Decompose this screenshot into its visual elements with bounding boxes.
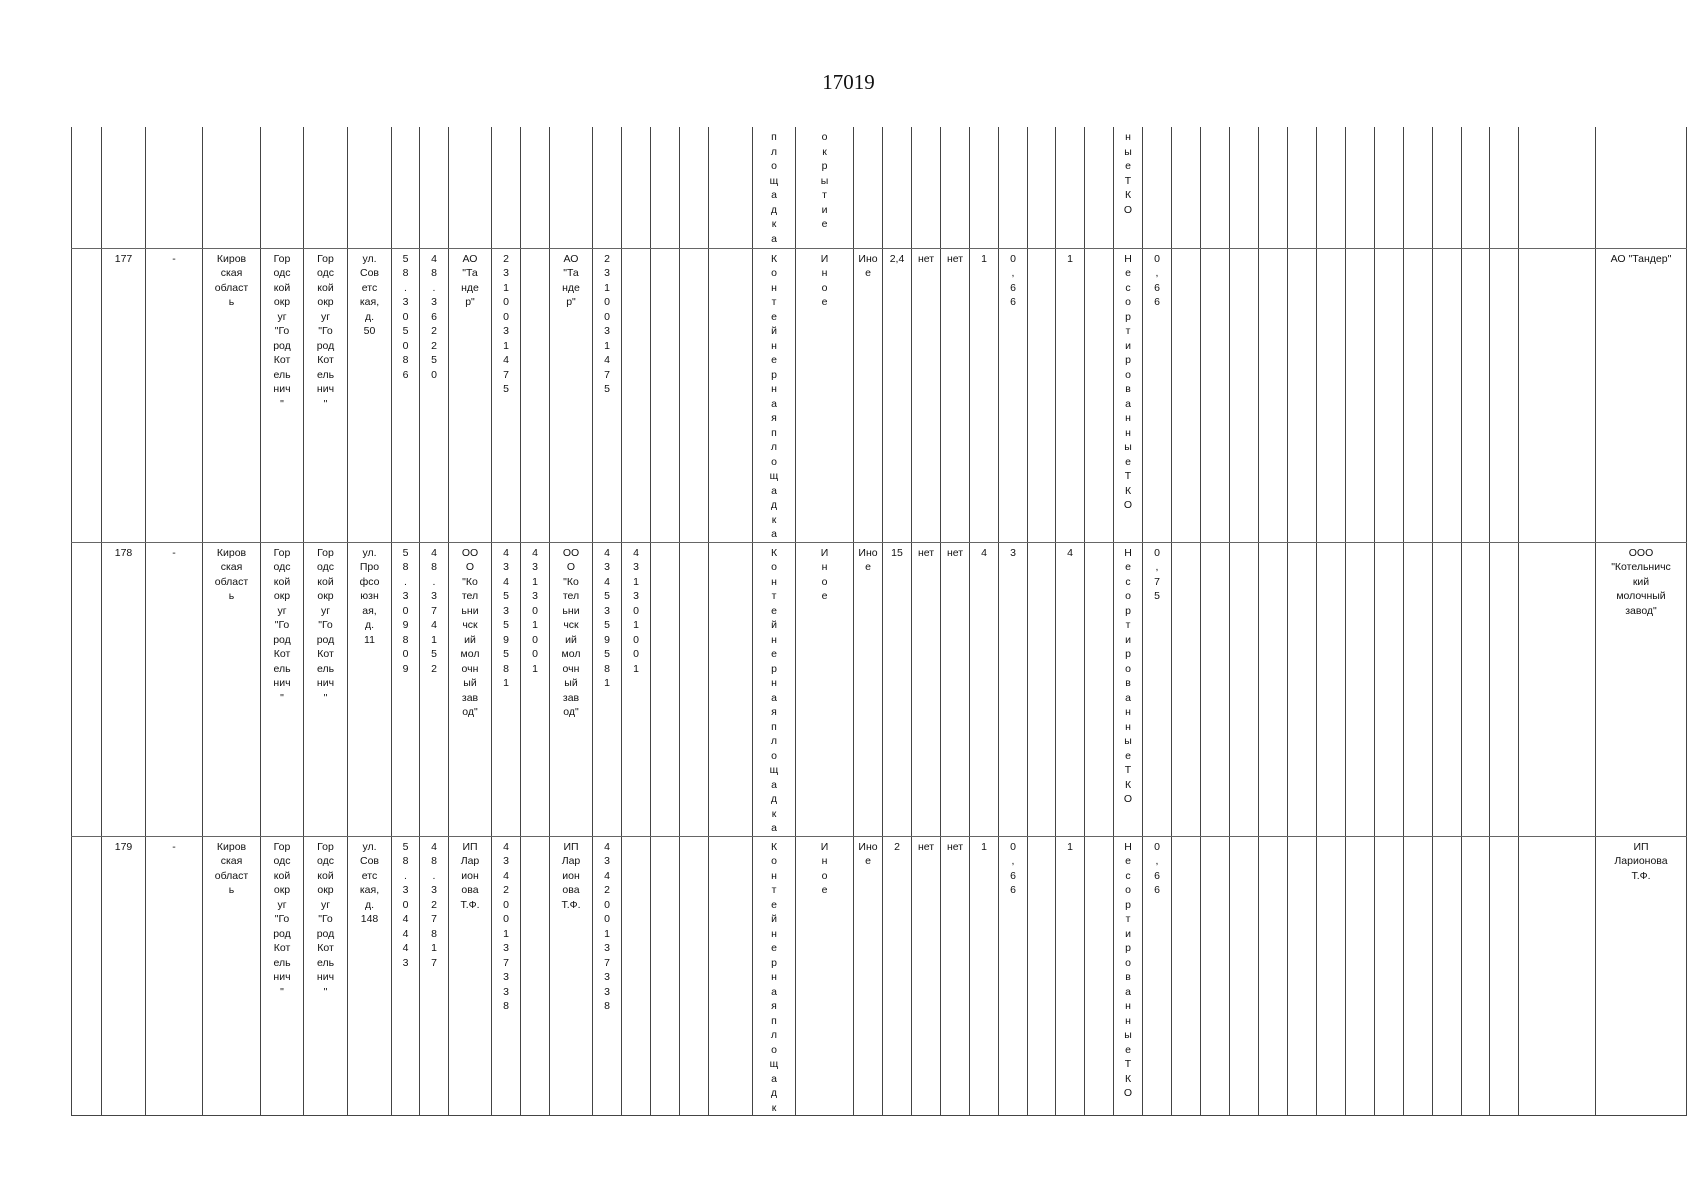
cell-cont-volume: 0 , 6 6 bbox=[1010, 840, 1016, 896]
table-cell bbox=[970, 542, 999, 836]
table-row bbox=[72, 542, 1687, 836]
table-cell bbox=[348, 542, 392, 836]
cell-cover: И н о е bbox=[820, 252, 829, 308]
continuation-cell bbox=[348, 127, 392, 248]
registry-table bbox=[71, 127, 1687, 1116]
table-cell bbox=[680, 248, 709, 542]
continuation-cell bbox=[1404, 127, 1433, 248]
table-cell bbox=[492, 542, 521, 836]
continuation-cell bbox=[304, 127, 348, 248]
table-cell bbox=[709, 836, 753, 1116]
cell-waste-volume: 0 , 6 6 bbox=[1154, 840, 1160, 896]
table-cell bbox=[1375, 248, 1404, 542]
cell-site-type: К о н т е й н е р н а я п л о щ а д к а bbox=[769, 546, 779, 834]
cell-cont-volume: 3 bbox=[1010, 546, 1016, 559]
table-cell bbox=[420, 248, 449, 542]
table-cell bbox=[1490, 542, 1519, 836]
continuation-cell bbox=[709, 127, 753, 248]
cell-cont-volume: 0 , 6 6 bbox=[1010, 252, 1016, 308]
continuation-cell bbox=[1114, 127, 1143, 248]
cell-num: 179 bbox=[114, 840, 133, 853]
table-cell bbox=[348, 248, 392, 542]
continuation-cell bbox=[1519, 127, 1596, 248]
table-cell bbox=[854, 248, 883, 542]
cell-district: Гор одс кой окр уг "Го род Кот ель нич " bbox=[273, 840, 291, 998]
cell-waste-type: Н е с о р т и р о в а н н ы е Т К О bbox=[1123, 252, 1133, 511]
table-cell bbox=[449, 248, 492, 542]
table-cell bbox=[753, 542, 796, 836]
table-cell bbox=[622, 542, 651, 836]
continuation-cell bbox=[1375, 127, 1404, 248]
table-cell bbox=[753, 836, 796, 1116]
continuation-cell bbox=[680, 127, 709, 248]
cell-district: Гор одс кой окр уг "Го род Кот ель нич " bbox=[273, 252, 291, 410]
cell-org: ИП Ларионова Т.Ф. bbox=[1614, 840, 1668, 882]
table-cell bbox=[72, 542, 102, 836]
continuation-cell bbox=[593, 127, 622, 248]
table-cell bbox=[1346, 542, 1375, 836]
table-cell bbox=[651, 248, 680, 542]
continuation-cell bbox=[1462, 127, 1490, 248]
cell-source: АО "Та нде р" bbox=[562, 252, 580, 308]
cell-owner-ogrn: 4 3 1 3 0 1 0 0 1 bbox=[532, 546, 538, 675]
table-cell bbox=[304, 542, 348, 836]
table-cell bbox=[1056, 542, 1085, 836]
cell-source-inn: 4 3 4 5 3 5 9 5 8 1 bbox=[604, 546, 610, 689]
table-cell bbox=[1346, 836, 1375, 1116]
cell-waste-type: Н е с о р т и р о в а н н ы е Т К О bbox=[1123, 840, 1133, 1099]
cell-district: Гор одс кой окр уг "Го род Кот ель нич " bbox=[273, 546, 291, 704]
table-cell bbox=[912, 542, 941, 836]
table-cell bbox=[796, 836, 854, 1116]
cell-lon: 4 8 . 3 6 2 2 5 0 bbox=[431, 252, 437, 381]
continuation-cell bbox=[912, 127, 941, 248]
cell-lat: 5 8 . 3 0 9 8 0 9 bbox=[402, 546, 409, 675]
cell-owner: ИП Лар ион ова Т.Ф. bbox=[460, 840, 480, 911]
cell-owner: ОО О "Ко тел ьни чск ий мол очн ый зав од" bbox=[460, 546, 480, 718]
continuation-cell bbox=[999, 127, 1028, 248]
cell-lat: 5 8 . 3 0 5 0 8 6 bbox=[402, 252, 409, 381]
table-cell bbox=[651, 542, 680, 836]
table-cell bbox=[1143, 542, 1172, 836]
table-cell bbox=[1230, 248, 1259, 542]
table-cell bbox=[304, 836, 348, 1116]
cell-cover: И н о е bbox=[820, 546, 829, 602]
table-cell bbox=[261, 542, 304, 836]
table-cell bbox=[1490, 248, 1519, 542]
table-cell bbox=[146, 542, 203, 836]
table-cell bbox=[1230, 542, 1259, 836]
continuation-cell bbox=[146, 127, 203, 248]
table-cell bbox=[521, 248, 550, 542]
table-cell bbox=[1404, 836, 1433, 1116]
cell-fence: Ино е bbox=[858, 252, 878, 279]
table-cell bbox=[1114, 248, 1143, 542]
table-cell bbox=[1259, 836, 1288, 1116]
continuation-cell bbox=[941, 127, 970, 248]
continuation-cell bbox=[1288, 127, 1317, 248]
cell-cont-count: 1 bbox=[981, 840, 987, 853]
table-cell bbox=[1172, 542, 1201, 836]
table-cell bbox=[1143, 836, 1172, 1116]
table-cell bbox=[146, 248, 203, 542]
table-cell bbox=[593, 542, 622, 836]
continuation-cell bbox=[1085, 127, 1114, 248]
table-cell bbox=[1085, 248, 1114, 542]
table-cell bbox=[1433, 542, 1462, 836]
continuation-cell bbox=[1490, 127, 1519, 248]
continuation-cell bbox=[261, 127, 304, 248]
table-cell bbox=[1288, 542, 1317, 836]
cell-org: ООО "Котельничс кий молочный завод" bbox=[1611, 546, 1671, 617]
table-cell bbox=[1201, 248, 1230, 542]
table-cell bbox=[521, 542, 550, 836]
table-cell bbox=[912, 836, 941, 1116]
table-cell bbox=[1288, 248, 1317, 542]
table-cell bbox=[999, 542, 1028, 836]
cell-source: ОО О "Ко тел ьни чск ий мол очн ый зав од" bbox=[561, 546, 581, 718]
cell-waste-volume: 0 , 6 6 bbox=[1154, 252, 1160, 308]
cell-region: Киров ская област ь bbox=[214, 840, 249, 896]
cell-separate: нет bbox=[946, 546, 964, 559]
cell-settlement: Гор одс кой окр уг "Го род Кот ель нич " bbox=[316, 546, 335, 704]
table-cell bbox=[796, 248, 854, 542]
cell-owner-inn: 4 3 4 5 3 5 9 5 8 1 bbox=[503, 546, 509, 689]
cell-waste-type: Н е с о р т и р о в а н н ы е Т К О bbox=[1123, 546, 1133, 805]
cell-owner-inn: 2 3 1 0 0 3 1 4 7 5 bbox=[503, 252, 509, 395]
table-cell bbox=[550, 248, 593, 542]
table-cell bbox=[1404, 542, 1433, 836]
table-cell bbox=[1172, 836, 1201, 1116]
table-cell bbox=[420, 836, 449, 1116]
table-cell bbox=[1259, 248, 1288, 542]
table-cell bbox=[1519, 248, 1596, 542]
table-cell bbox=[1114, 836, 1143, 1116]
table-cell bbox=[1085, 836, 1114, 1116]
table-cell bbox=[883, 542, 912, 836]
table-cell bbox=[492, 836, 521, 1116]
continuation-cell bbox=[392, 127, 420, 248]
table-cell bbox=[680, 542, 709, 836]
cell-dash: - bbox=[172, 252, 176, 265]
cell-region: Киров ская област ь bbox=[214, 252, 249, 308]
cell-address: ул. Сов етс кая, д. 148 bbox=[359, 840, 380, 925]
table-cell bbox=[753, 248, 796, 542]
table-cell bbox=[622, 836, 651, 1116]
continuation-cell bbox=[854, 127, 883, 248]
table-cell bbox=[1596, 542, 1687, 836]
table-cell bbox=[203, 542, 261, 836]
table-cell bbox=[709, 542, 753, 836]
table-cell bbox=[796, 542, 854, 836]
table-cell bbox=[593, 836, 622, 1116]
continuation-cell bbox=[1028, 127, 1056, 248]
continuation-cell bbox=[796, 127, 854, 248]
table-cell bbox=[622, 248, 651, 542]
continuation-cell bbox=[753, 127, 796, 248]
cell-c25: 4 bbox=[1067, 546, 1073, 559]
cell-owner-inn: 4 3 4 2 0 0 1 3 7 3 3 8 bbox=[503, 840, 509, 1012]
table-row bbox=[72, 836, 1687, 1116]
cell-c25: 1 bbox=[1067, 840, 1073, 853]
table-cell bbox=[72, 248, 102, 542]
cell-fence: Ино е bbox=[858, 840, 878, 867]
table-cell bbox=[680, 836, 709, 1116]
continuation-cell bbox=[1259, 127, 1288, 248]
cell-cont-count: 4 bbox=[981, 546, 987, 559]
table-cell bbox=[261, 836, 304, 1116]
cell-settlement: Гор одс кой окр уг "Го род Кот ель нич " bbox=[316, 252, 335, 410]
cell-settlement: Гор одс кой окр уг "Го род Кот ель нич " bbox=[316, 840, 335, 998]
table-cell bbox=[1317, 248, 1346, 542]
cell-dash: - bbox=[172, 840, 176, 853]
cell-c25: 1 bbox=[1067, 252, 1073, 265]
table-cell bbox=[1056, 248, 1085, 542]
table-cell bbox=[1433, 836, 1462, 1116]
cell-area: 15 bbox=[891, 546, 903, 559]
table-cell bbox=[492, 248, 521, 542]
continuation-cell bbox=[1056, 127, 1085, 248]
table-cell bbox=[1317, 542, 1346, 836]
continuation-cell bbox=[521, 127, 550, 248]
continuation-cell bbox=[1346, 127, 1375, 248]
table-cell bbox=[550, 542, 593, 836]
continuation-cell bbox=[970, 127, 999, 248]
table-cell bbox=[102, 836, 146, 1116]
table-cell bbox=[392, 248, 420, 542]
continuation-text: п л о щ а д к а bbox=[769, 131, 779, 245]
table-cell bbox=[1028, 542, 1056, 836]
continuation-cell bbox=[449, 127, 492, 248]
cell-source: ИП Лар ион ова Т.Ф. bbox=[561, 840, 581, 911]
table-cell bbox=[1433, 248, 1462, 542]
table-cell bbox=[970, 836, 999, 1116]
table-cell bbox=[854, 836, 883, 1116]
table-cell bbox=[1346, 248, 1375, 542]
cell-lon: 4 8 . 3 2 7 8 1 7 bbox=[431, 840, 437, 969]
table-cell bbox=[883, 836, 912, 1116]
table-cell bbox=[304, 248, 348, 542]
table-cell bbox=[1230, 836, 1259, 1116]
table-cell bbox=[102, 248, 146, 542]
table-cell bbox=[1462, 836, 1490, 1116]
cell-owner: АО "Та нде р" bbox=[461, 252, 479, 308]
cell-shed: нет bbox=[917, 546, 935, 559]
table-cell bbox=[449, 542, 492, 836]
table-cell bbox=[1317, 836, 1346, 1116]
continuation-cell bbox=[622, 127, 651, 248]
cell-num: 178 bbox=[114, 546, 133, 559]
cell-num: 177 bbox=[114, 252, 133, 265]
continuation-cell bbox=[420, 127, 449, 248]
page-number: 17019 bbox=[822, 70, 875, 94]
table-cell bbox=[883, 248, 912, 542]
cell-area: 2 bbox=[894, 840, 900, 853]
continuation-cell bbox=[102, 127, 146, 248]
cell-separate: нет bbox=[946, 840, 964, 853]
table-cell bbox=[550, 836, 593, 1116]
table-cell bbox=[1462, 542, 1490, 836]
cell-area: 2,4 bbox=[889, 252, 905, 265]
table-cell bbox=[261, 248, 304, 542]
cell-cover: И н о е bbox=[820, 840, 829, 896]
continuation-cell bbox=[1143, 127, 1172, 248]
cell-cont-count: 1 bbox=[981, 252, 987, 265]
table-cell bbox=[970, 248, 999, 542]
continuation-cell bbox=[1433, 127, 1462, 248]
table-cell bbox=[1259, 542, 1288, 836]
table-cell bbox=[999, 836, 1028, 1116]
table-cell bbox=[1519, 836, 1596, 1116]
table-cell bbox=[1404, 248, 1433, 542]
cell-shed: нет bbox=[917, 840, 935, 853]
table-cell bbox=[854, 542, 883, 836]
cell-site-type: К о н т е й н е р н а я п л о щ а д к bbox=[769, 840, 779, 1114]
cell-waste-volume: 0 , 7 5 bbox=[1154, 546, 1160, 602]
cell-fence: Ино е bbox=[858, 546, 878, 573]
table-cell bbox=[348, 836, 392, 1116]
continuation-cell bbox=[203, 127, 261, 248]
continuation-cell bbox=[1596, 127, 1687, 248]
continuation-cell bbox=[1230, 127, 1259, 248]
table-cell bbox=[1596, 248, 1687, 542]
table-cell bbox=[1288, 836, 1317, 1116]
cell-region: Киров ская област ь bbox=[214, 546, 249, 602]
table-cell bbox=[1085, 542, 1114, 836]
cell-address: ул. Про фсо юзн ая, д. 11 bbox=[359, 546, 380, 646]
table-cell bbox=[941, 248, 970, 542]
continuation-cell bbox=[1172, 127, 1201, 248]
cell-source-ogrn: 4 3 1 3 0 1 0 0 1 bbox=[633, 546, 639, 675]
table-cell bbox=[912, 248, 941, 542]
cell-lon: 4 8 . 3 7 4 1 5 2 bbox=[431, 546, 437, 675]
table-cell bbox=[651, 836, 680, 1116]
table-cell bbox=[593, 248, 622, 542]
table-row-continuation bbox=[72, 127, 1687, 248]
table-cell bbox=[203, 248, 261, 542]
table-cell bbox=[203, 836, 261, 1116]
table-row bbox=[72, 248, 1687, 542]
table-cell bbox=[1596, 836, 1687, 1116]
cell-source-inn: 2 3 1 0 0 3 1 4 7 5 bbox=[604, 252, 610, 395]
table-cell bbox=[1375, 542, 1404, 836]
table-cell bbox=[1375, 836, 1404, 1116]
continuation-cell bbox=[1317, 127, 1346, 248]
continuation-text: н ы е Т К О bbox=[1123, 131, 1133, 216]
cell-dash: - bbox=[172, 546, 176, 559]
table-cell bbox=[521, 836, 550, 1116]
table-cell bbox=[999, 248, 1028, 542]
table-cell bbox=[1172, 248, 1201, 542]
table-cell bbox=[709, 248, 753, 542]
cell-address: ул. Сов етс кая, д. 50 bbox=[359, 252, 380, 337]
table-cell bbox=[420, 542, 449, 836]
table-cell bbox=[1201, 542, 1230, 836]
table-cell bbox=[1028, 248, 1056, 542]
cell-source-inn: 4 3 4 2 0 0 1 3 7 3 3 8 bbox=[604, 840, 610, 1012]
continuation-cell bbox=[72, 127, 102, 248]
table-cell bbox=[941, 836, 970, 1116]
cell-site-type: К о н т е й н е р н а я п л о щ а д к а bbox=[769, 252, 779, 540]
continuation-cell bbox=[651, 127, 680, 248]
table-cell bbox=[1114, 542, 1143, 836]
table-cell bbox=[1462, 248, 1490, 542]
table-cell bbox=[1490, 836, 1519, 1116]
cell-shed: нет bbox=[917, 252, 935, 265]
table-cell bbox=[941, 542, 970, 836]
table-cell bbox=[1056, 836, 1085, 1116]
table-cell bbox=[1143, 248, 1172, 542]
table-cell bbox=[449, 836, 492, 1116]
cell-separate: нет bbox=[946, 252, 964, 265]
table-cell bbox=[102, 542, 146, 836]
continuation-cell bbox=[492, 127, 521, 248]
cell-lat: 5 8 . 3 0 4 4 4 3 bbox=[402, 840, 409, 969]
table-cell bbox=[146, 836, 203, 1116]
cell-org: АО "Тандер" bbox=[1610, 252, 1672, 265]
table-cell bbox=[1028, 836, 1056, 1116]
continuation-cell bbox=[550, 127, 593, 248]
continuation-text: о к р ы т и е bbox=[820, 131, 829, 230]
continuation-cell bbox=[1201, 127, 1230, 248]
table-cell bbox=[392, 542, 420, 836]
continuation-cell bbox=[883, 127, 912, 248]
table-cell bbox=[392, 836, 420, 1116]
table-cell bbox=[1201, 836, 1230, 1116]
table-cell bbox=[1519, 542, 1596, 836]
table-cell bbox=[72, 836, 102, 1116]
